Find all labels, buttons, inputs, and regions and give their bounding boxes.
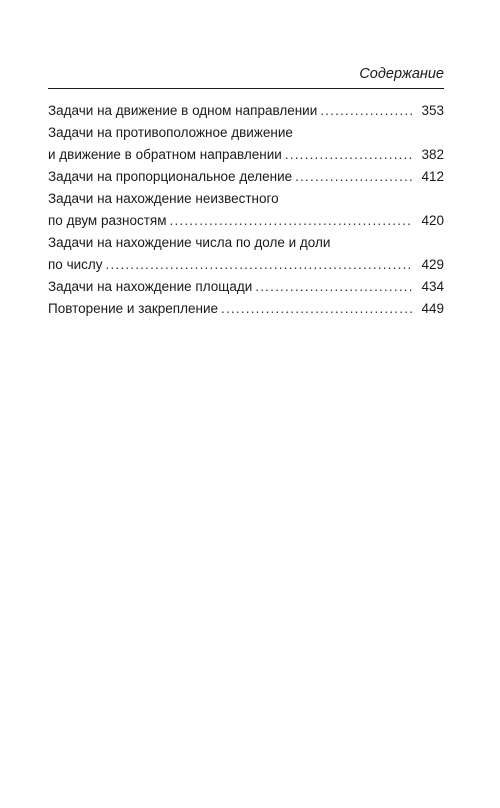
toc-entry-title-continued: по двум разностям (48, 213, 167, 228)
running-head-title: Содержание (359, 66, 444, 82)
toc-entry-line (48, 210, 444, 232)
toc-entry-title: Задачи на пропорциональное деление (48, 169, 293, 184)
toc-entry-title: Повторение и закрепление (48, 301, 219, 316)
dot-leader (106, 254, 412, 276)
dot-leader (255, 276, 412, 298)
toc-entry-title: Задачи на нахождение площади (48, 279, 253, 294)
toc-entry (48, 298, 444, 320)
toc-entry-line (48, 254, 444, 276)
dot-leader (285, 144, 412, 166)
toc-entry-line (48, 166, 444, 188)
toc-entry-page: 353 (421, 103, 444, 118)
toc-entry-line (48, 276, 444, 298)
toc-entry-page: 420 (421, 213, 444, 228)
toc-entry-page: 429 (421, 257, 444, 272)
toc-entry-title: Задачи на нахождение числа по доле и доли (48, 235, 331, 250)
toc-entry-page: 382 (421, 147, 444, 162)
dot-leader (170, 210, 413, 232)
table-of-contents (48, 100, 444, 320)
dot-leader (320, 100, 412, 122)
toc-entry-line (48, 144, 444, 166)
toc-entry-title-continued: по числу (48, 257, 103, 272)
dot-leader (295, 166, 412, 188)
toc-entry (48, 122, 444, 166)
toc-entry (48, 188, 444, 232)
toc-entry-line (48, 298, 444, 320)
toc-entry-page: 449 (421, 301, 444, 316)
toc-entry (48, 232, 444, 276)
toc-entry-line (48, 100, 444, 122)
toc-entry-title-continued: и движение в обратном направлении (48, 147, 282, 162)
dot-leader (221, 298, 412, 320)
toc-entry-title: Задачи на противоположное движение (48, 125, 293, 140)
toc-entry-page: 434 (421, 279, 444, 294)
toc-entry-title: Задачи на движение в одном направлении (48, 103, 318, 118)
toc-entry-title: Задачи на нахождение неизвестного (48, 191, 279, 206)
toc-entry (48, 276, 444, 298)
toc-entry (48, 166, 444, 188)
header-rule (48, 88, 444, 89)
toc-entry-page: 412 (421, 169, 444, 184)
toc-entry (48, 100, 444, 122)
